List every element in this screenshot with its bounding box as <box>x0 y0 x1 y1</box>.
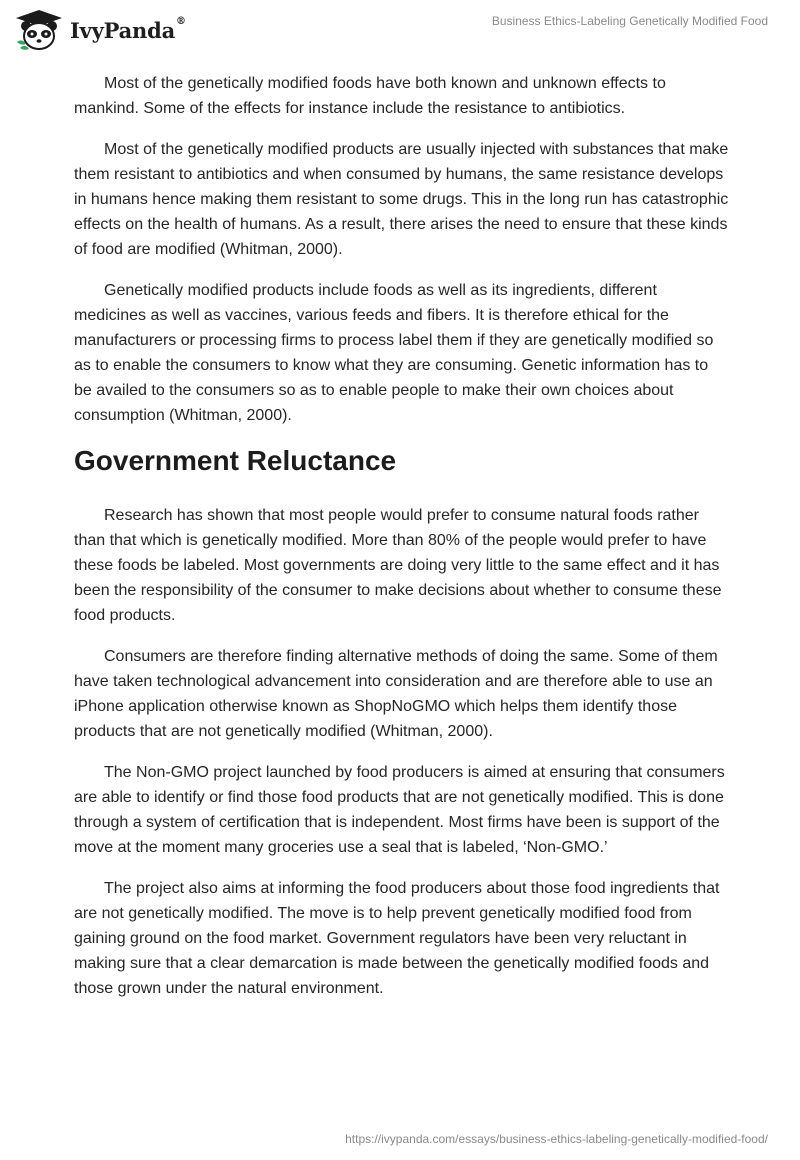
paragraph: Research has shown that most people would prefer to consume natural foods rather than that which is genetically modified. More than 80% of the people would prefer to have these foods be labeled. Most governments are doing very little to the same effect and it has been the responsibility of the consumer to make decisions about whether to consume these food products. <box>74 507 722 624</box>
document-title: Business Ethics-Labeling Genetically Modified Food <box>491 14 768 28</box>
paragraph: The project also aims at informing the food producers about those food ingredients that are not genetically modified. The move is to help prevent genetically modified food from gaining ground on the food market. Government regulators have been very reluctant in making sure that a clear demarcation is made between the genetically modified foods and those grown under the natural environment. <box>74 880 720 997</box>
panda-logo-icon <box>14 8 64 52</box>
paragraph: Most of the genetically modified foods have both known and unknown effects to mankind. Some of the effects for instance include the resistance to antibiotics. <box>74 75 666 117</box>
paragraph: Consumers are therefore finding alternative methods of doing the same. Some of them have taken technological advancement into consideration and are therefore able to use an iPhone application otherwise known as ShopNoGMO which helps them identify those products that are not genetically modified (Whitman, 2000). <box>74 648 718 740</box>
ivypanda-logo[interactable] <box>14 8 186 52</box>
source-url[interactable]: https://ivypanda.com/essays/business-ethics-labeling-genetically-modified-food/ <box>345 1132 768 1146</box>
section-heading: Government Reluctance <box>74 445 397 476</box>
essay-content <box>74 71 729 1017</box>
registered-mark: ® <box>176 15 186 27</box>
paragraph: Genetically modified products include foods as well as its ingredients, different medicines as well as vaccines, various feeds and fibers. It is therefore ethical for the manufacturers or processing firms to process label them if they are genetically modified so as to enable the consumers to know what they are consuming. Genetic information has to be availed to the consumers so as to enable people to make their own choices about consumption (Whitman, 2000). <box>74 282 714 424</box>
page-header <box>0 0 800 56</box>
brand-name: IvyPanda® <box>70 15 186 43</box>
paragraph: The Non-GMO project launched by food producers is aimed at ensuring that consumers are able to identify or find those food products that are not genetically modified. This is done through a system of certification that is independent. Most firms have been is support of the move at the moment many groceries use a seal that is labeled, ‘Non-GMO.’ <box>74 764 725 856</box>
paragraph: Most of the genetically modified products are usually injected with substances that make them resistant to antibiotics and when consumed by humans, the same resistance develops in humans hence making them resistant to some drugs. This in the long run has catastrophic effects on the health of humans. As a result, there arises the need to ensure that these kinds of food are modified (Whitman, 2000). <box>74 141 729 258</box>
